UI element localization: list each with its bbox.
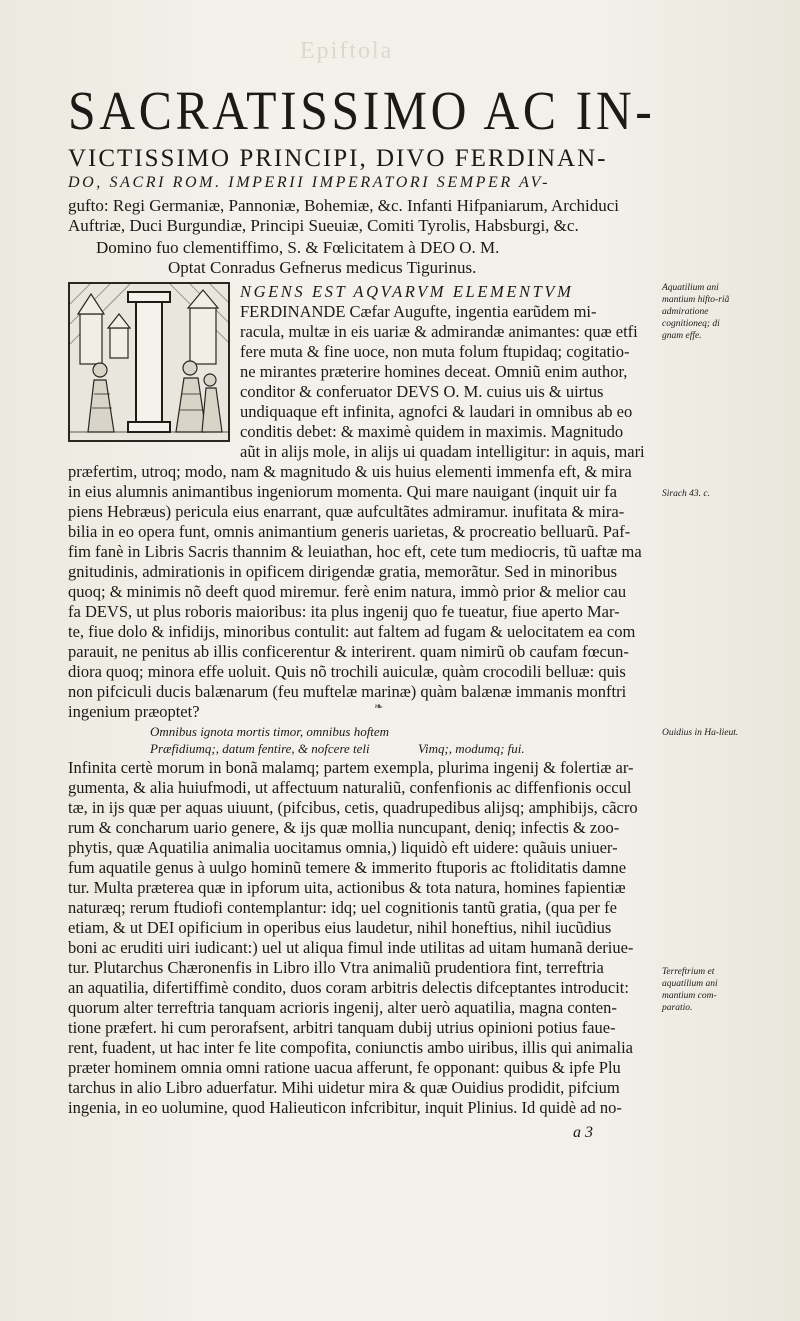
- body-line: quoq; & minimis nõ deeft quod miremur. ferè enim natura, immò prior & melior cau: [68, 582, 627, 601]
- body-line: fim fanè in Libris Sacris thannim & leuiathan, hoc eft, cete tum mediocris, tũ uaftæ ma: [68, 542, 642, 561]
- dedication-line-2: Auftriæ, Duci Burgundiæ, Principi Sueuiæ, Comiti Tyrolis, Habsburgi, &c.: [68, 216, 579, 235]
- body-line: ingenia, in eo uolumine, quod Halieuticon infcribitur, inquit Plinius. Id quidè ad no-: [68, 1098, 622, 1117]
- body-line: conditis debet: & maximè quidem in maximis. Magnitudo: [240, 422, 624, 441]
- margin-note-aquatilium: Aquatilium ani mantium hifto-riã admiratione cognitioneq; di gnam effe.: [662, 283, 730, 341]
- body-line: parauit, ne penitus ab illis conficerentur & interirent. quam nimirũ ob caufam fœcun-: [68, 642, 629, 661]
- margin-note-ovidius: Ouidius in Ha-lieut.: [662, 728, 739, 738]
- body-line: piens Hebræus) pericula eius enarrant, quæ aufcultãtes admiramur. inufitata & mira-: [68, 502, 625, 521]
- dedication-line-3: Domino fuo clementiffimo, S. & Fœlicitatem à DEO O. M.: [96, 238, 500, 257]
- fleuron-icon: ❧: [374, 701, 384, 713]
- body-line: in eius alumnis animantibus ingeniorum momenta. Qui mare nauigant (inquit uir fa: [68, 482, 617, 501]
- body-line: undiquaque eft infinita, agnofci & laudari in omnibus ab eo: [240, 402, 633, 421]
- title-line-1: SACRATISSIMO AC IN-: [68, 80, 656, 141]
- body-line: boni ac eruditi uiri iudicant:) uel ut aliqua fimul inde utilitas ad uitam humanã deriue-: [68, 938, 634, 957]
- body-line: tur. Multa præterea quæ in ipforum uita, actionibus & tota natura, homines fapientiæ: [68, 878, 626, 897]
- signature-mark: a 3: [573, 1124, 593, 1141]
- title-line-2: VICTISSIMO PRINCIPI, DIVO FERDINAN-: [68, 145, 608, 172]
- body-line: aũt in alijs mole, in alijs ui quadam intelligitur: in aquis, mari: [240, 442, 645, 461]
- body-line: ingenium præoptet?: [68, 702, 200, 721]
- body-line: præfertim, utroq; modo, nam & magnitudo & uis huius elementi immenfa eft, & mira: [68, 462, 632, 481]
- body-line: gnitudinis, admirationis in opificem dirigendæ gratia, memorãtur. Sed in minoribus: [68, 562, 618, 581]
- body-line: an aquatilia, difertiffimè condito, duos coram arbitris delectis difceptantes introducit:: [68, 978, 629, 997]
- woodcut-illustration-icon: [70, 284, 228, 440]
- woodcut-initial-i: [68, 282, 230, 442]
- body-line: diora quoq; minora effe uoluit. Quis nõ trochili auiculæ, quàm crocodili belluæ: quis: [68, 662, 626, 681]
- body-line: ne mirantes præterire homines deceat. Omniũ enim author,: [240, 362, 628, 381]
- body-line: NGENS EST AQVARVM ELEMENTVM: [240, 282, 574, 301]
- body-line: fum aquatile genus à uulgo hominũ temere & immerito ftuporis ac ftoliditatis damne: [68, 858, 627, 877]
- body-line: naturæq; rerum ftudiofi contemplantur: idq; uel cognitionis tantũ gratia, (qua per fe: [68, 898, 617, 917]
- body-line: Infinita certè morum in bonã malamq; partem exempla, plurima ingenij & folertiæ ar-: [68, 758, 634, 777]
- body-line: phytis, quæ Aquatilia animalia uocitamus omnia,) liquidò eft uidere: quãuis uniuer-: [68, 838, 618, 857]
- body-line: quorum alter terreftria tanquam acrioris ingenij, alter uerò aquatilia, magna conten-: [68, 998, 617, 1017]
- show-through-text: Epiftola: [300, 38, 394, 64]
- verse-line-1: Omnibus ignota mortis timor, omnibus hoftem: [150, 724, 390, 739]
- body-line: bilia in eo opera funt, omnis animantium generis uarietas, & procreatio belluarũ. Paf-: [68, 522, 631, 541]
- body-line: præter hominem omnia omni ratione uacua afferunt, fe opponant: quibus & ipfe Plu: [68, 1058, 621, 1077]
- body-line: rent, fuadent, ut hac inter fe lite compofita, coniunctis ambo uiribus, illis qui animalia: [68, 1038, 633, 1057]
- body-line: non pifciculi ducis balænarum (feu muftelæ marinæ) quàm balænæ immanis monftri: [68, 682, 627, 701]
- body-line: tur. Plutarchus Chæronenfis in Libro illo Vtra animaliũ prudentiora fint, terreftria: [68, 958, 604, 977]
- body-line: te, fiue dolo & infidijs, minoribus contulit: aut faltem ad fugam & uelocitatem ea com: [68, 622, 636, 641]
- body-line: tione præfert. hi cum perorafsent, arbitri tanquam dubij utrius opinioni potius faue-: [68, 1018, 616, 1037]
- body-line: etiam, & ut DEI opificium in operibus eius laudetur, nihil honeftius, nihil iucũdius: [68, 918, 612, 937]
- verse-line-2-end: Vimq;, modumq; fui.: [418, 741, 525, 756]
- body-line: conditor & conferuator DEVS O. M. cuius uis & uirtus: [240, 382, 604, 401]
- dedication-line-1: gufto: Regi Germaniæ, Pannoniæ, Bohemiæ, &c. Infanti Hifpaniarum, Archiduci: [68, 196, 619, 215]
- body-line: FERDINANDE Cæfar Augufte, ingentia earũdem mi-: [240, 302, 597, 321]
- body-line: gumenta, & alia huiufmodi, ut affectuum naturaliũ, confenfionis ac diffenfionis occul: [68, 778, 632, 797]
- margin-note-sirach: Sirach 43. c.: [662, 489, 711, 499]
- margin-note-comparatio: Terreftrium et aquatilium ani mantium com-paratio.: [662, 967, 718, 1013]
- body-line: tæ, in ijs quæ per aquas uiuunt, (pifcibus, cetis, quadrupedibus alijsq; amphibijs, cãcro: [68, 798, 638, 817]
- body-line: fa DEVS, ut plus roboris maioribus: ita plus ingenij quo fe tueatur, fiue aperto Mar-: [68, 602, 620, 621]
- body-line: rum & concharum uario genere, & ijs quæ mollia nuncupant, deniq; infectis & zoo-: [68, 818, 620, 837]
- body-line: tarchus in alio Libro aduerfatur. Mihi uidetur mira & quæ Ouidius prodidit, pifcium: [68, 1078, 620, 1097]
- title-line-3: DO, SACRI ROM. IMPERII IMPERATORI SEMPER AV-: [68, 174, 551, 191]
- body-line: fere muta & fine uoce, non muta folum ftupidaq; cogitatio-: [240, 342, 630, 361]
- dedication-line-4: Optat Conradus Gefnerus medicus Tigurinus.: [168, 258, 477, 277]
- body-line: racula, multæ in eis uariæ & admirandæ animantes: quæ etfi: [240, 322, 638, 341]
- verse-line-2: Præfidiumq;, datum fentire, & nofcere teli: [150, 741, 370, 756]
